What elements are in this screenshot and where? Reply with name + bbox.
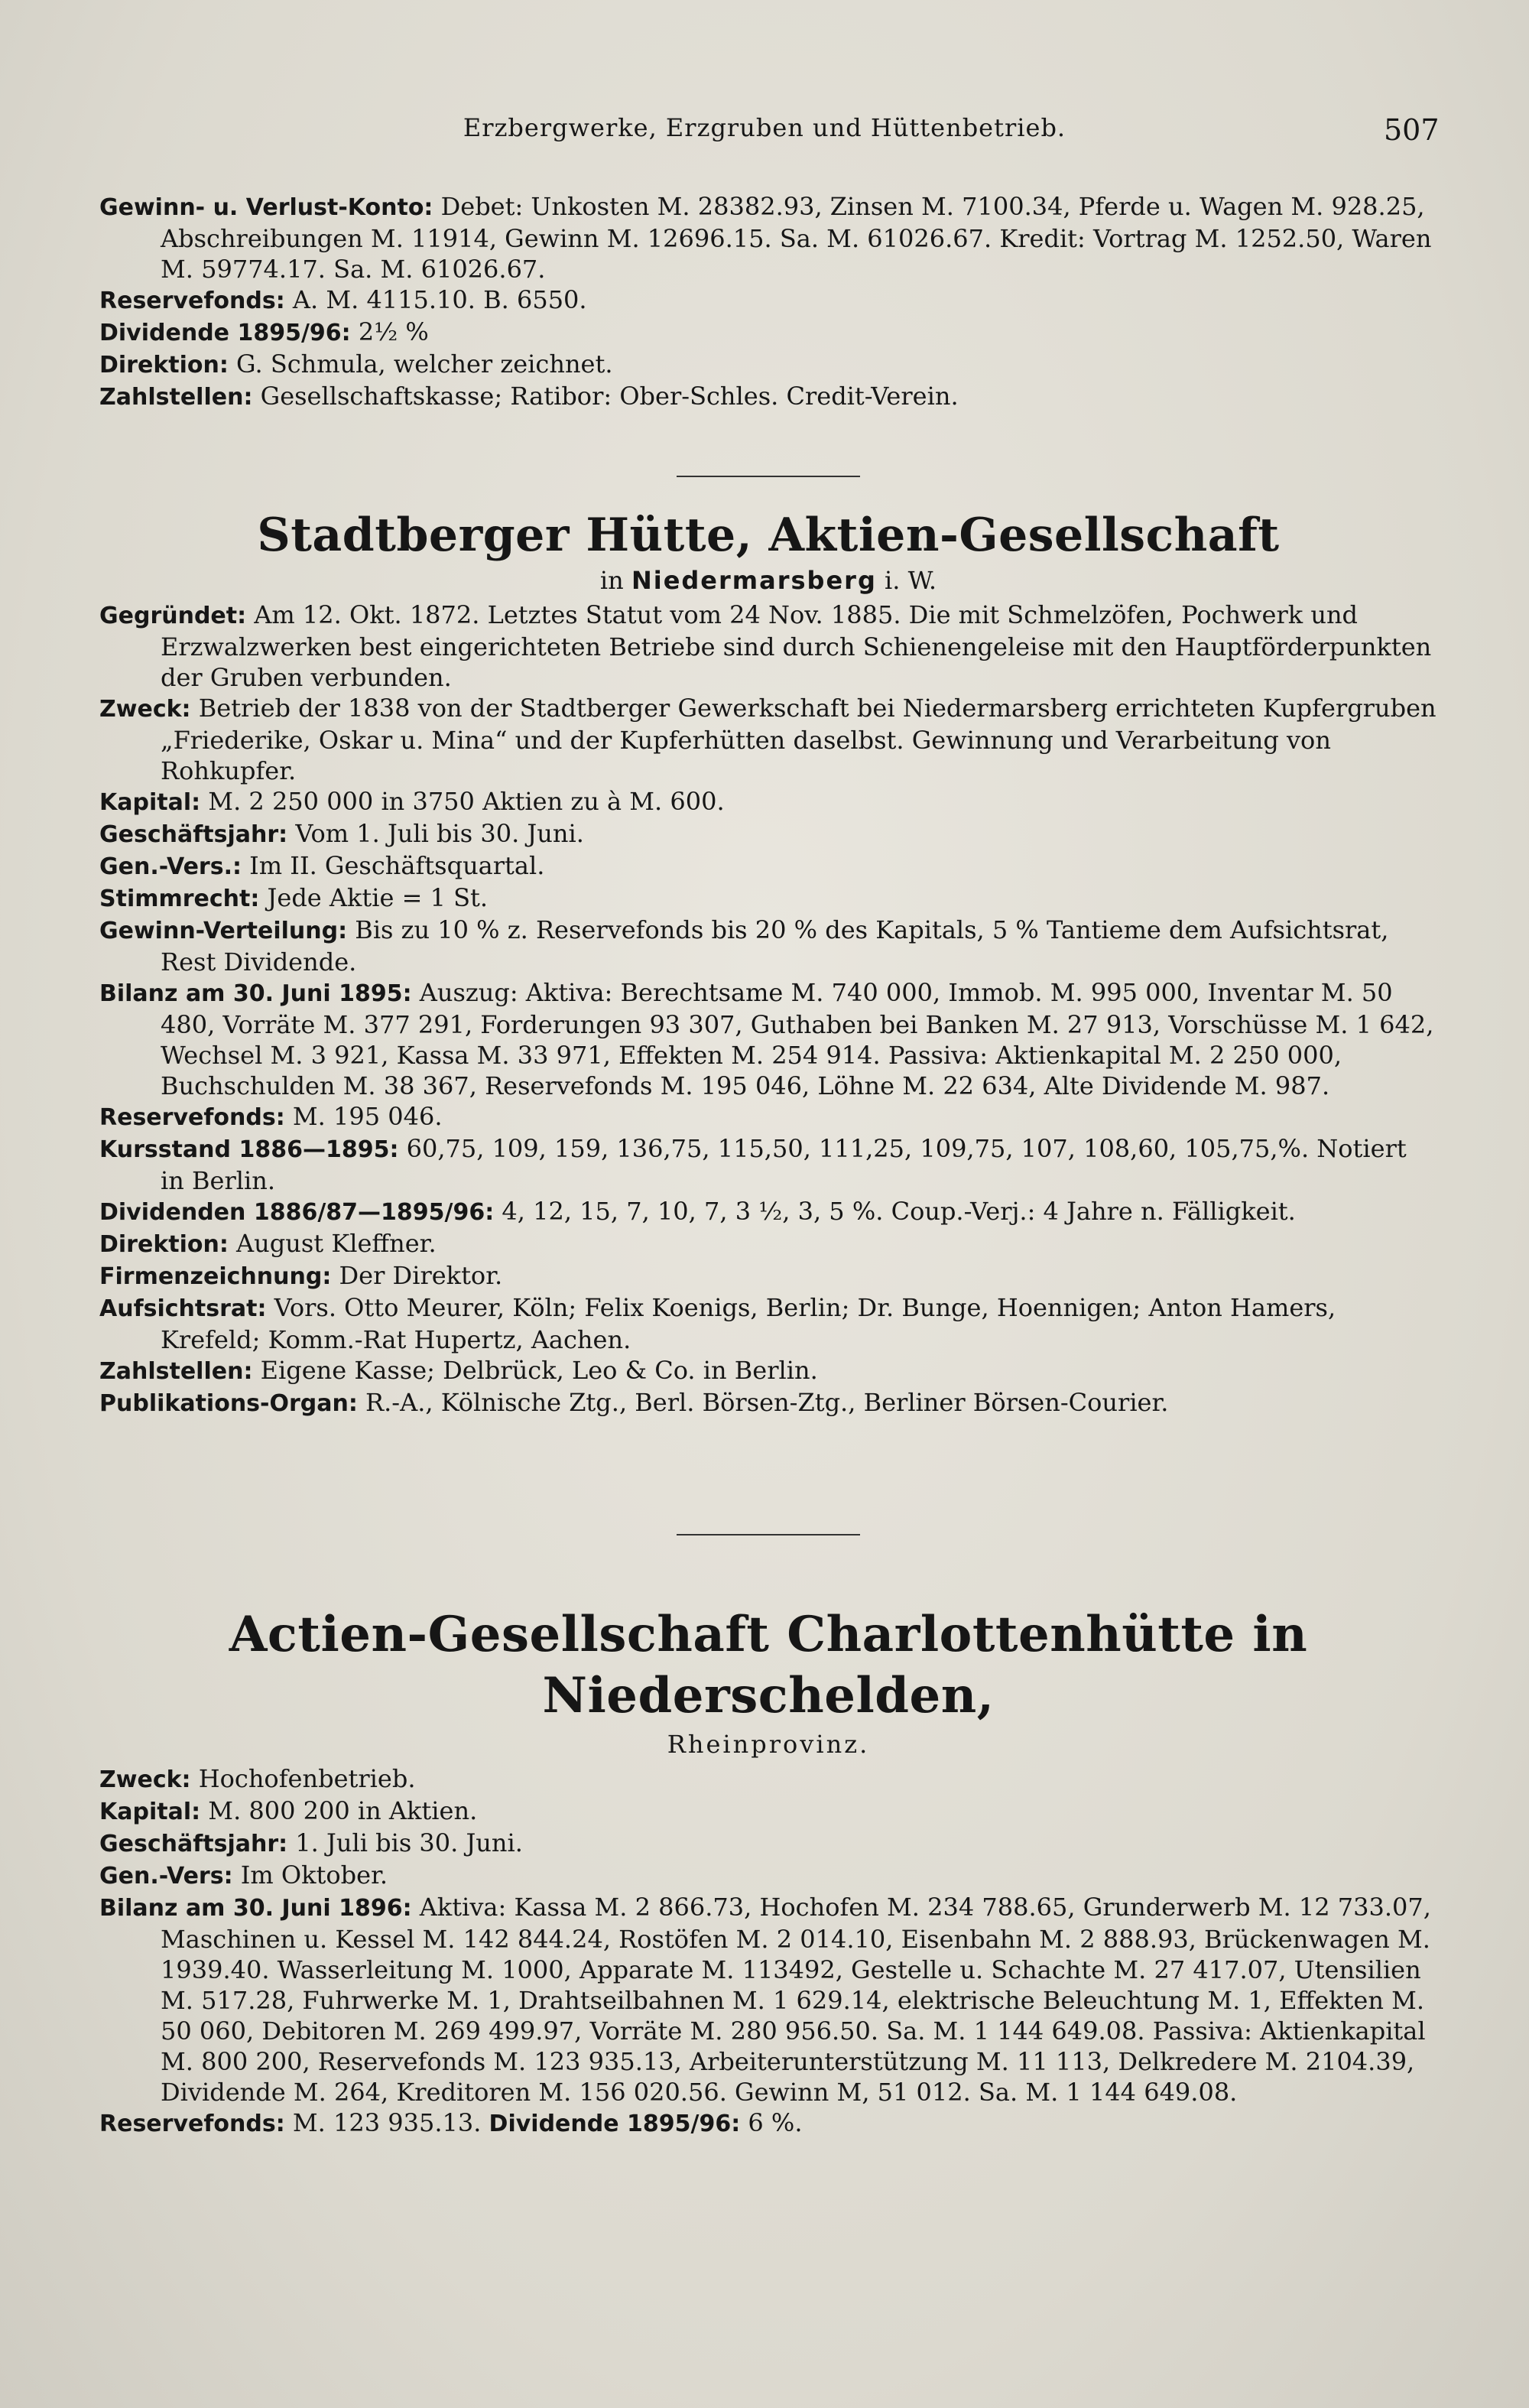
entry-zweck: Zweck: Betrieb der 1838 von der Stadtberger Gewerkschaft bei Niedermarsberg errichteten Kupfergruben „Friederike, Oskar u. Mina“ und der Kupferhütten daselbst. Gewinnung und Verarbeitung von Rohkupfer. bbox=[99, 694, 1436, 785]
section-divider bbox=[677, 476, 860, 477]
bottom-space bbox=[99, 2140, 1437, 2155]
company-title: Actien-Gesellschaft Charlottenhütte in Niederschelden, bbox=[229, 1606, 1308, 1724]
entry-reservefonds: Reservefonds: A. M. 4115.10. B. 6550. bbox=[99, 285, 587, 314]
entry-firmenzeichnung: Firmenzeichnung: Der Direktor. bbox=[99, 1261, 503, 1290]
company-location: Rheinprovinz. bbox=[667, 1730, 870, 1759]
entry-kursstand: Kursstand 1886—1895: 60,75, 109, 159, 136,75, 115,50, 111,25, 109,75, 107, 108,60, 105,75,%. Notiert in Berlin. bbox=[99, 1134, 1407, 1195]
entry-dividende: Dividende 1895/96: 2½ % bbox=[99, 317, 429, 346]
entry-publikations-organ: Publikations-Organ: R.-A., Kölnische Ztg., Berl. Börsen-Ztg., Berliner Börsen-Courier. bbox=[99, 1388, 1169, 1417]
company-title: Stadtberger Hütte, Aktien-Gesellschaft bbox=[257, 509, 1280, 562]
entry-kapital: Kapital: M. 2 250 000 in 3750 Aktien zu à M. 600. bbox=[99, 787, 725, 816]
entry-geschaeftsjahr: Geschäftsjahr: 1. Juli bis 30. Juni. bbox=[99, 1828, 523, 1857]
entry-direktion: Direktion: August Kleffner. bbox=[99, 1229, 437, 1258]
previous-company-tail bbox=[99, 191, 1437, 413]
entry-gen-vers: Gen.-Vers: Im Oktober. bbox=[99, 1860, 388, 1890]
entry-gen-vers: Gen.-Vers.: Im II. Geschäftsquartal. bbox=[99, 851, 545, 880]
entry-geschaeftsjahr: Geschäftsjahr: Vom 1. Juli bis 30. Juni. bbox=[99, 819, 584, 848]
entry-kapital: Kapital: M. 800 200 in Aktien. bbox=[99, 1796, 478, 1825]
entry-zahlstellen: Zahlstellen: Gesellschaftskasse; Ratibor: Ober-Schles. Credit-Verein. bbox=[99, 382, 959, 411]
entry-gegruendet: Gegründet: Am 12. Okt. 1872. Letztes Statut vom 24 Nov. 1885. Die mit Schmelzöfen, Pochwerk und Erzwalzwerken best eingerichteten Betriebe sind durch Schienengeleise mit den Hauptförderpunkten der Gruben verbunden. bbox=[99, 600, 1432, 692]
running-head: Erzbergwerke, Erzgruben und Hüttenbetrieb. bbox=[463, 113, 1066, 142]
entry-zweck: Zweck: Hochofenbetrieb. bbox=[99, 1764, 416, 1793]
entry-gewinn-verlust: Gewinn- u. Verlust-Konto: Debet: Unkosten M. 28382.93, Zinsen M. 7100.34, Pferde u. Wagen M. 928.25, Abschreibungen M. 11914, Gewinn M. 12696.15. Sa. M. 61026.67. Kredit: Vortrag M. 1252.50, Waren M. 59774.17. Sa. M. 61026.67. bbox=[99, 192, 1432, 284]
entry-reservefonds-dividende: Reservefonds: M. 123 935.13. Dividende 1895/96: 6 %. bbox=[99, 2108, 803, 2137]
entry-stimmrecht: Stimmrecht: Jede Aktie = 1 St. bbox=[99, 883, 489, 912]
entry-zahlstellen: Zahlstellen: Eigene Kasse; Delbrück, Leo & Co. in Berlin. bbox=[99, 1356, 818, 1385]
entry-direktion: Direktion: G. Schmula, welcher zeichnet. bbox=[99, 349, 613, 379]
company-charlottenhuette bbox=[99, 1604, 1437, 2140]
page-content bbox=[99, 191, 1437, 2155]
company-location: in Niedermarsberg i. W. bbox=[599, 566, 937, 595]
entry-aufsichtsrat: Aufsichtsrat: Vors. Otto Meurer, Köln; Felix Koenigs, Berlin; Dr. Bunge, Hoennigen; Anton Hamers, Krefeld; Komm.-Rat Hupertz, Aachen. bbox=[99, 1293, 1336, 1354]
entry-bilanz: Bilanz am 30. Juni 1896: Aktiva: Kassa M. 2 866.73, Hochofen M. 234 788.65, Grunderwerb M. 12 733.07, Maschinen u. Kessel M. 142 844.24, Rostöfen M. 2 014.10, Eisenbahn M. 2 888.93, Brückenwagen M. 1939.40. Wasserleitung M. 1000, Apparate M. 113492, Gestelle u. Schachte M. 27 417.07, Utensilien M. 517.28, Fuhrwerke M. 1, Drahtseilbahnen M. 1 629.14, elektrische Beleuchtung M. 1, Effekten M. 50 060, Debitoren M. 269 499.97, Vorräte M. 280 956.50. Sa. M. 1 144 649.08. Passiva: Aktienkapital M. 800 200, Reservefonds M. 123 935.13, Arbeiterunterstützung M. 11 113, Delkredere M. 2104.39, Dividende M. 264, Kreditoren M. 156 020.56. Gewinn M, 51 012. Sa. M. 1 144 649.08. bbox=[99, 1893, 1431, 2107]
page-number: 507 bbox=[1384, 113, 1440, 147]
company-stadtberger bbox=[99, 508, 1437, 1419]
page-header bbox=[0, 113, 1529, 159]
entry-gewinn-verteilung: Gewinn-Verteilung: Bis zu 10 % z. Reservefonds bis 20 % des Kapitals, 5 % Tantieme dem Aufsichtsrat, Rest Dividende. bbox=[99, 915, 1389, 977]
entry-dividenden: Dividenden 1886/87—1895/96: 4, 12, 15, 7, 10, 7, 3 ½, 3, 5 %. Coup.-Verj.: 4 Jahre n. Fälligkeit. bbox=[99, 1197, 1296, 1226]
entry-bilanz: Bilanz am 30. Juni 1895: Auszug: Aktiva: Berechtsame M. 740 000, Immob. M. 995 000, Inventar M. 50 480, Vorräte M. 377 291, Forderungen 93 307, Guthaben bei Banken M. 27 913, Vorschüsse M. 1 642, Wechsel M. 3 921, Kassa M. 33 971, Effekten M. 254 914. Passiva: Aktienkapital M. 2 250 000, Buchschulden M. 38 367, Reservefonds M. 195 046, Löhne M. 22 634, Alte Dividende M. 987. bbox=[99, 978, 1434, 1100]
section-divider bbox=[677, 1534, 860, 1535]
entry-reservefonds: Reservefonds: M. 195 046. bbox=[99, 1102, 443, 1131]
